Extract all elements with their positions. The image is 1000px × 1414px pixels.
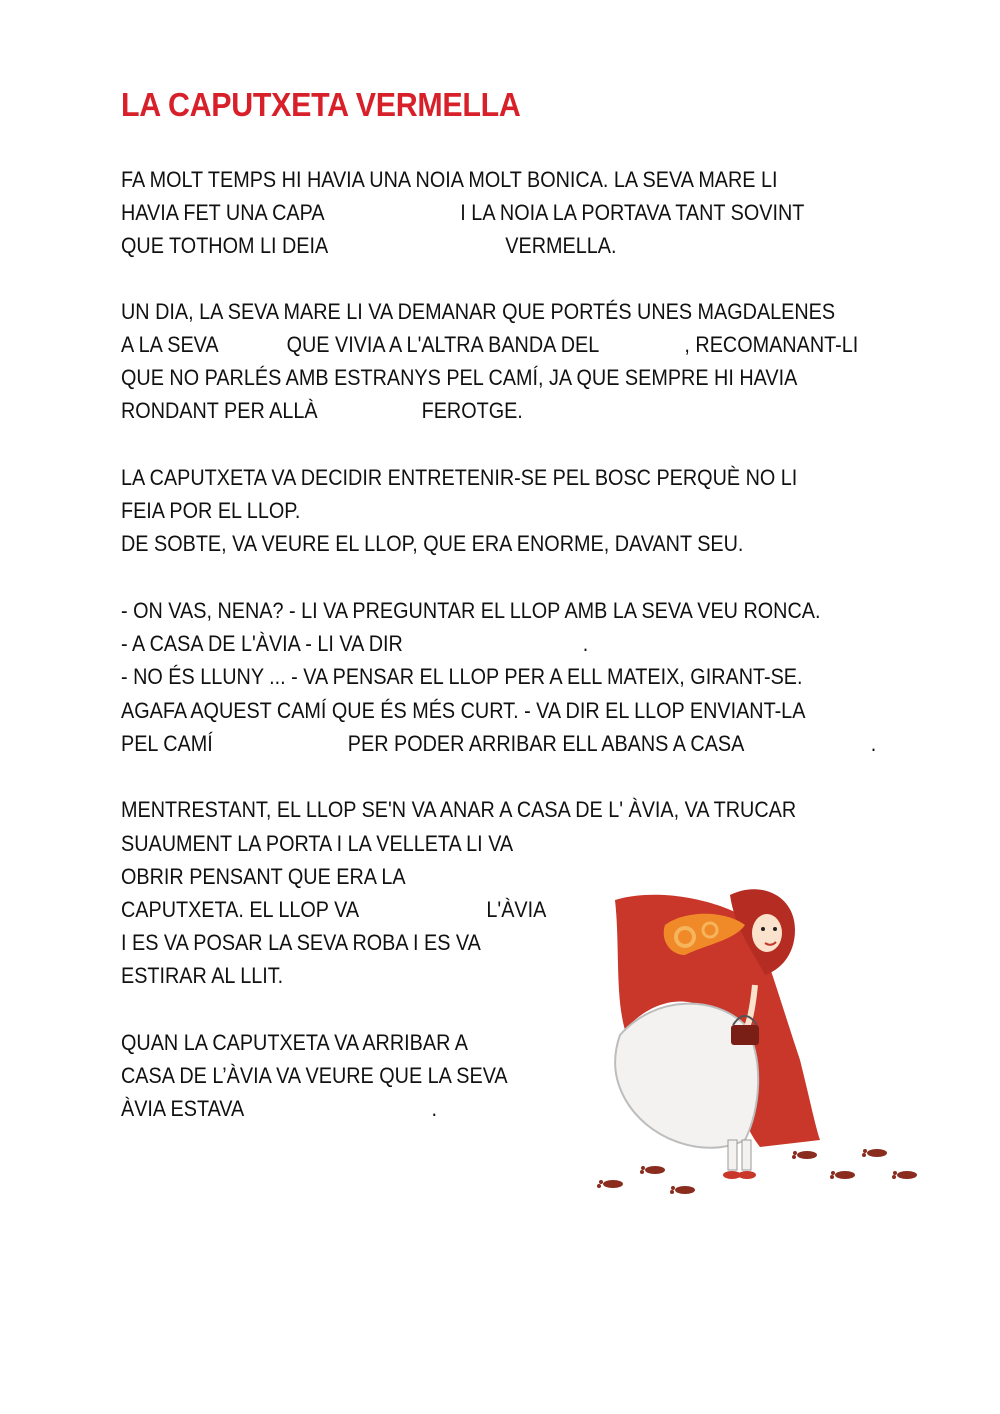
- text-segment: MENTRESTANT, EL LLOP SE'N VA ANAR A CASA DE L' ÀVIA, VA TRUCAR: [121, 797, 797, 822]
- blank-field-nickname[interactable]: [337, 233, 490, 259]
- text-segment: PEL CAMÍ: [121, 731, 213, 756]
- text-segment: DE SOBTE, VA VEURE EL LLOP, QUE ERA ENORME, DAVANT SEU.: [121, 531, 744, 556]
- blank-field-who[interactable]: [432, 631, 576, 657]
- text-segment: UN DIA, LA SEVA MARE LI VA DEMANAR QUE PORTÉS UNES MAGDALENES: [121, 299, 836, 324]
- text-segment: RONDANT PER ALLÀ: [121, 398, 318, 423]
- blank-field-place[interactable]: [625, 332, 679, 358]
- text-segment: SUAUMENT LA PORTA I LA VELLETA LI VA: [121, 831, 514, 856]
- text-segment: OBRIR PENSANT QUE ERA LA: [121, 864, 406, 889]
- blank-field-animal[interactable]: [326, 398, 416, 424]
- text-segment: L'ÀVIA: [486, 897, 547, 922]
- blank-field-whose-house[interactable]: [769, 731, 859, 757]
- text-segment: VERMELLA.: [505, 233, 617, 258]
- blank-field-path[interactable]: [225, 731, 342, 757]
- text-segment: QUE NO PARLÉS AMB ESTRANYS PEL CAMÍ, JA QUE SEMPRE HI HAVIA: [121, 365, 798, 390]
- text-segment: ÀVIA ESTAVA: [121, 1096, 245, 1121]
- text-segment: QUE TOTHOM LI DEIA: [121, 233, 329, 258]
- text-segment: FEROTGE.: [421, 398, 523, 423]
- text-segment: LA CAPUTXETA VA DECIDIR ENTRETENIR-SE PEL BOSC PERQUÈ NO LI: [121, 465, 798, 490]
- text-segment: FEIA POR EL LLOP.: [121, 498, 301, 523]
- text-segment: I LA NOIA LA PORTAVA TANT SOVINT: [460, 200, 805, 225]
- text-segment: FA MOLT TEMPS HI HAVIA UNA NOIA MOLT BONICA. LA SEVA MARE LI: [121, 167, 778, 192]
- text-segment: - NO ÉS LLUNY ... - VA PENSAR EL LLOP PER A ELL MATEIX, GIRANT-SE.: [121, 664, 803, 689]
- text-segment: - A CASA DE L'ÀVIA - LI VA DIR: [121, 631, 403, 656]
- text-segment: .: [582, 631, 589, 656]
- footprints: [597, 1149, 917, 1194]
- text-segment: ESTIRAR AL LLIT.: [121, 963, 284, 988]
- little-red-riding-hood-illustration: [585, 885, 925, 1205]
- text-segment: AGAFA AQUEST CAMÍ QUE ÉS MÉS CURT. - VA DIR EL LLOP ENVIANT-LA: [121, 698, 806, 723]
- blank-field-state[interactable]: [265, 1096, 418, 1122]
- blank-field-relative[interactable]: [229, 332, 283, 358]
- text-segment: PER PODER ARRIBAR ELL ABANS A CASA: [347, 731, 745, 756]
- text-segment: , RECOMANANT-LI: [684, 332, 859, 357]
- text-segment: QUAN LA CAPUTXETA VA ARRIBAR A: [121, 1030, 468, 1055]
- text-segment: .: [870, 731, 877, 756]
- text-segment: CASA DE L’ÀVIA VA VEURE QUE LA SEVA: [121, 1063, 508, 1088]
- text-segment: I ES VA POSAR LA SEVA ROBA I ES VA: [121, 930, 481, 955]
- page-title: LA CAPUTXETA VERMELLA: [121, 86, 521, 123]
- text-segment: A LA SEVA: [121, 332, 219, 357]
- text-segment: HAVIA FET UNA CAPA: [121, 200, 325, 225]
- text-segment: CAPUTXETA. EL LLOP VA: [121, 897, 360, 922]
- blank-field-capa[interactable]: [337, 200, 454, 226]
- text-segment: .: [431, 1096, 438, 1121]
- text-segment: - ON VAS, NENA? - LI VA PREGUNTAR EL LLOP AMB LA SEVA VEU RONCA.: [121, 598, 821, 623]
- blank-field-action[interactable]: [371, 897, 461, 923]
- text-segment: QUE VIVIA A L'ALTRA BANDA DEL: [286, 332, 600, 357]
- face: [752, 914, 782, 952]
